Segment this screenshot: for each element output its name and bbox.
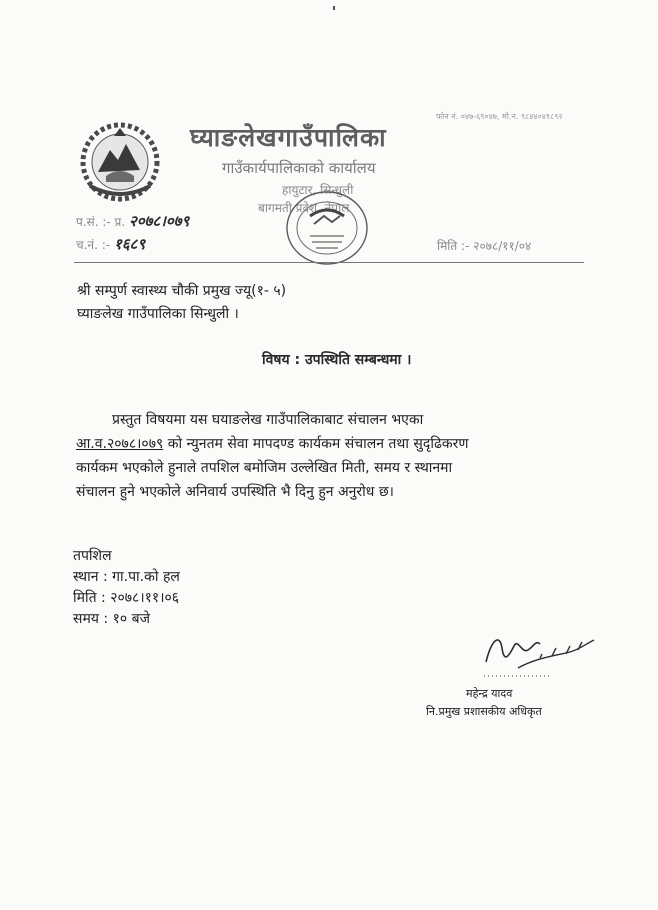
nepal-emblem-icon: [78, 120, 162, 204]
letter-date: मिति :- २०७८/११/०४: [437, 239, 532, 253]
dispatch-number: [76, 234, 145, 254]
recipient-line-1: श्री सम्पुर्ण स्वास्थ्य चौकी प्रमुख ज्यू(१- ५): [77, 283, 287, 299]
letter-body: [76, 408, 586, 504]
reference-value: २०७८।०७९: [129, 212, 190, 230]
event-details: [73, 546, 180, 630]
body-line-3: कार्यकम भएकोले हुनाले तपशिल बमोजिम उल्लेखित मिती, समय र स्थानमा: [76, 460, 453, 476]
body-line-2-text: को न्युनतम सेवा मापदण्ड कार्यकम संचालन तथा सुदृढिकरण: [163, 436, 469, 452]
recipient-line-2: घ्याङलेख गाउँपालिका सिन्धुली ।: [77, 306, 239, 322]
scan-mark: [333, 6, 335, 10]
address-line-2: बागमती प्रदेश, नेपाल: [258, 201, 350, 215]
address-line-1: हायुटार, सिन्धुली: [282, 183, 354, 197]
body-line-1: प्रस्तुत विषयमा यस घयाङलेख गाउँपालिकाबाट संचालन भएका: [112, 412, 424, 428]
dispatch-label: च.नं. :-: [76, 238, 111, 252]
details-place: स्थान : गा.पा.को हल: [73, 569, 180, 585]
reference-label: प.सं. :- प्र.: [76, 215, 126, 229]
signatory-designation: नि.प्रमुख प्रशासकीय अधिकृत: [426, 705, 542, 718]
handwritten-signature: [478, 628, 602, 680]
fiscal-year: आ.व.२०७८।०७९: [76, 436, 164, 452]
dispatch-value: १६८९: [113, 235, 146, 253]
phone-number: फोन नं. ०४७-६९०४७, मो.न. ९८४४०४१८९२: [436, 112, 563, 121]
reference-number: [76, 211, 189, 231]
details-heading: तपशिल: [73, 548, 112, 564]
details-time: समय : १० बजे: [73, 611, 150, 627]
body-line-2: [76, 432, 586, 456]
office-name: गाउँकार्यपालिकाको कार्यालय: [222, 159, 376, 177]
municipality-title: घ्याङलेखगाउँपालिका: [190, 123, 387, 152]
office-seal-stamp: [280, 186, 374, 270]
signatory-name: महेन्द्र यादव: [466, 687, 513, 700]
header-divider: [74, 262, 584, 263]
details-date: मिति : २०७८।११।०६: [73, 590, 180, 606]
body-line-4: संचालन हुने भएकोले अनिवार्य उपस्थिति भै दिनु हुन अनुरोध छ।: [76, 484, 394, 500]
letter-subject: विषय : उपस्थिति सम्बन्धमा ।: [262, 352, 412, 368]
